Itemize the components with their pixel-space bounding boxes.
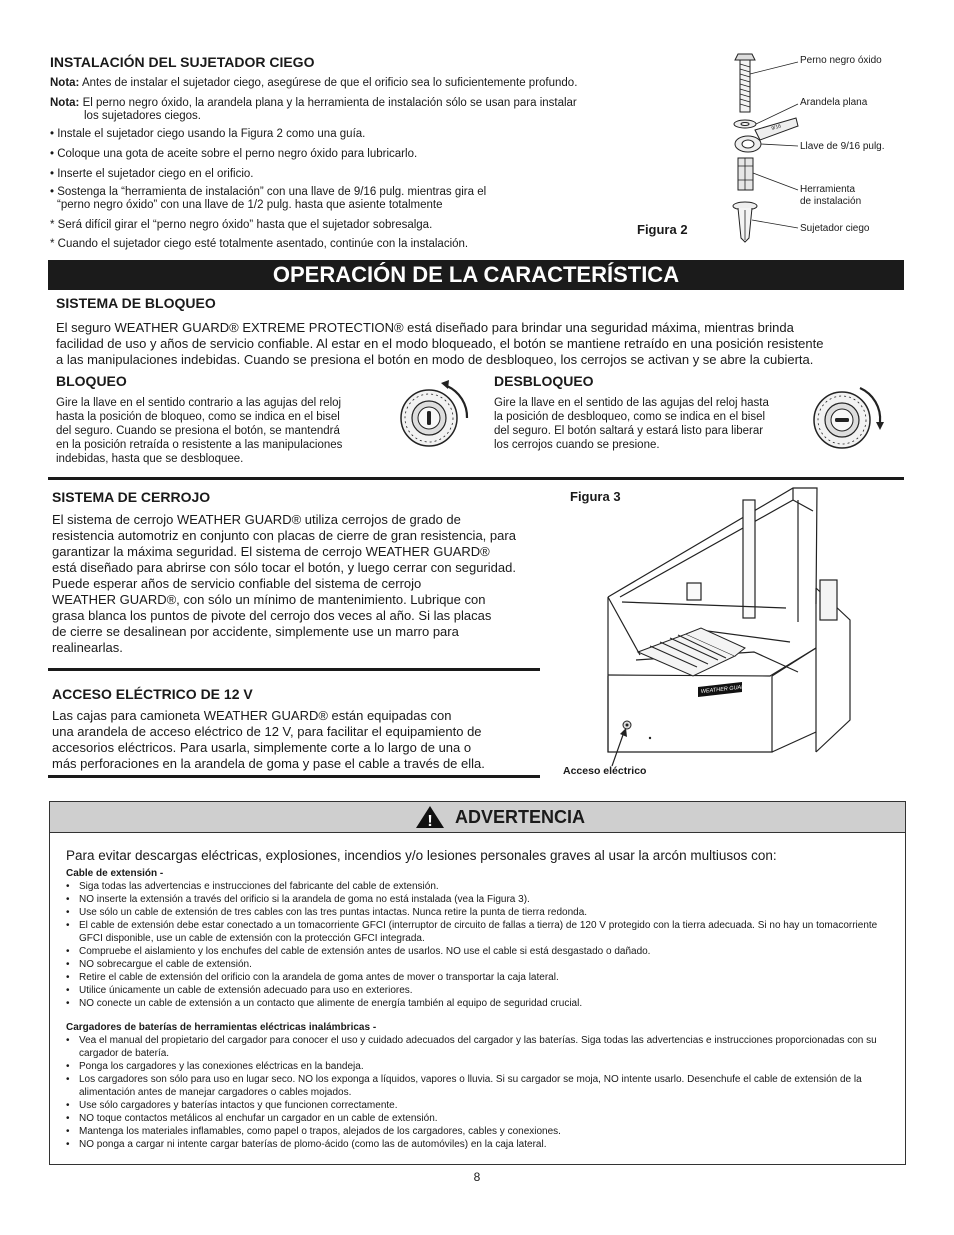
washer-icon [734, 120, 756, 128]
install-bullet: • Instale el sujetador ciego usando la Figura 2 como una guía. [50, 128, 366, 140]
unlock-text: Gire la llave en el sentido de las agujas del reloj hasta la posición de desbloqueo, como se indica en el bisel del seguro. El botón saltará y estará listo para liberar los cerrojos cuando se presione. [494, 397, 769, 451]
svg-text:WEATHER GUARD: WEATHER GUARD [700, 683, 750, 695]
bolt-icon [735, 54, 755, 112]
figure2-label: Llave de 9/16 pulg. [800, 141, 885, 152]
electric-title: ACCESO ELÉCTRICO DE 12 V [52, 686, 253, 702]
blind-fastener-icon [733, 202, 757, 242]
install-star-note: * Cuando el sujetador ciego esté totalmente asentado, continúe con la instalación. [50, 238, 469, 250]
lock-system-title: SISTEMA DE BLOQUEO [56, 295, 216, 311]
install-star-note: * Será difícil girar el “perno negro óxido” hasta que el sujetador sobresalga. [50, 219, 433, 231]
warning-list-item: • El cable de extensión debe estar conectado a un tomacorriente GFCI (interruptor de circuito de fallas a tierra) de 120 V protegido con la tierra adecuada. Si no hay un tomacorriente GFCI disponible, use un cable de extensión con la protección GFCI integrada. [66, 919, 896, 945]
figure2-label: Arandela plana [800, 97, 868, 108]
figure3-caption: Figura 3 [570, 489, 621, 504]
electric-grommet-icon [623, 721, 651, 739]
install-bullet: • Sostenga la “herramienta de instalación” con una llave de 9/16 pulg. mientras gira el [50, 186, 487, 198]
install-bullet: • Inserte el sujetador ciego en el orificio. [50, 168, 254, 180]
note-label: Nota: [50, 97, 80, 109]
warning-list-item: • Vea el manual del propietario del cargador para conocer el uso y cuidado adecuados del cargador y las baterías. Siga todas las advertencias e instrucciones proporcionadas con su cargador de batería. [66, 1034, 896, 1060]
figure2-label: Perno negro óxido [800, 55, 882, 66]
warning-list-item: • Compruebe el aislamiento y los enchufes del cable de extensión antes de usarlos. NO use el cable si está desgastado o dañado. [66, 945, 896, 958]
warning-title: ADVERTENCIA [455, 807, 586, 827]
warning-list-item: • NO toque contactos metálicos al enchufar un cargador en un cable de extensión. [66, 1112, 896, 1125]
electric-text: Las cajas para camioneta WEATHER GUARD® están equipadas con una arandela de acceso eléctrico de 12 V, para facilitar el equipamiento de accesorios eléctricos. Para usarla, simplemente corte a lo largo de una o más perforaciones en la arandela de goma y pase el cable a través de ella. [52, 708, 485, 771]
install-title: INSTALACIÓN DEL SUJETADOR CIEGO [50, 54, 315, 70]
cable-list [66, 880, 896, 1010]
toolbox-illustration [560, 480, 904, 780]
tray-icon [638, 628, 745, 676]
warning-triangle-icon [415, 805, 445, 829]
page-number: 8 [473, 1170, 481, 1184]
install-note-2-cont: los sujetadores ciegos. [84, 110, 201, 122]
charger-title: Cargadores de baterías de herramientas eléctricas inalámbricas - [66, 1022, 377, 1033]
svg-text:!: ! [427, 813, 433, 830]
figure2-label: Sujetador ciego [800, 223, 870, 234]
warning-list-item: • Siga todas las advertencias e instrucciones del fabricante del cable de extensión. [66, 880, 896, 893]
warning-list-item: • Retire el cable de extensión del orificio con la arandela de goma antes de mover o transportar la caja lateral. [66, 971, 896, 984]
charger-list [66, 1034, 896, 1151]
install-note-2: Nota: El perno negro óxido, la arandela plana y la herramienta de instalación sólo se usan para instalar [50, 97, 577, 109]
latch-title: SISTEMA DE CERROJO [52, 489, 211, 505]
warning-list-item: • NO inserte la extensión a través del orificio si la arandela de goma no está instalada (vea la Figura 3). [66, 893, 896, 906]
warning-list-item: • Use sólo cargadores y baterías intactos y que funcionen correctamente. [66, 1099, 896, 1112]
figure2-label: de instalación [800, 196, 862, 207]
warning-list-item: • Ponga los cargadores y las conexiones eléctricas en la bandeja. [66, 1060, 896, 1073]
lock-dial-icon [395, 378, 475, 456]
warning-list-item: • Utilice únicamente un cable de extensión adecuado para uso en exteriores. [66, 984, 896, 997]
section-banner: OPERACIÓN DE LA CARACTERÍSTICA [48, 260, 904, 290]
warning-list-item: • NO sobrecargue el cable de extensión. [66, 958, 896, 971]
figure2-caption: Figura 2 [637, 222, 688, 237]
lock-system-text: El seguro WEATHER GUARD® EXTREME PROTECTION® está diseñado para brindar una seguridad máxima, mientras brinda facilidad de uso y años de servicio confiable. Al estar en el modo bloqueado, el botón se mantiene retraído en una posición resistente a las manipulaciones indebidas. Cuando se presiona el botón en modo de desbloqueo, los cerrojos se activan y se abre la cubierta. [56, 320, 824, 367]
warning-list-item: • Mantenga los materiales inflamables, como papel o trapos, alejados de los cargadores, cables y conexiones. [66, 1125, 896, 1138]
install-tool-icon [738, 158, 753, 190]
warning-list-item: • Use sólo un cable de extensión de tres cables con las tres puntas intactas. Nunca retire la punta de tierra redonda. [66, 906, 896, 919]
install-bullet-cont: “perno negro óxido” con una llave de 1/2 pulg. hasta que asiente totalmente [57, 199, 443, 211]
warning-header [50, 802, 905, 833]
svg-text:9/16: 9/16 [770, 123, 782, 132]
callout-arrow [612, 732, 624, 766]
figure3-callout: Acceso eléctrico [563, 765, 647, 777]
section-divider [48, 775, 540, 778]
cable-section [66, 867, 896, 1151]
warning-list-item: • Los cargadores son sólo para uso en lugar seco. NO los exponga a líquidos, vapores o lluvia. Si su cargador se moja, NO intente usarlo. Desenchufe el cable de extensión de la alimentación antes de manejar cargadores o cables mojados. [66, 1073, 896, 1099]
warning-list-item: • NO conecte un cable de extensión a un contacto que alimente de energía también al equipo de seguridad crucial. [66, 997, 896, 1010]
warning-intro: Para evitar descargas eléctricas, explosiones, incendios y/o lesiones personales graves al usar la arcón multiusos con: [66, 848, 777, 863]
figure2-label: Herramienta [800, 184, 856, 195]
lock-text: Gire la llave en el sentido contrario a las agujas del reloj hasta la posición de bloqueo, como se indica en el bisel del seguro. Cuando se presiona el botón, se mantendrá en la posición retraída o resistente a las manipulaciones indebidas, hasta que se desbloquee. [56, 397, 343, 465]
warning-list-item: • NO ponga a cargar ni intente cargar baterías de plomo-ácido (como las de automóviles) en la caja lateral. [66, 1138, 896, 1151]
install-bullet: • Coloque una gota de aceite sobre el perno negro óxido para lubricarlo. [50, 148, 418, 160]
unlock-dial-icon [810, 378, 890, 456]
lock-title: BLOQUEO [56, 373, 127, 389]
section-divider [48, 668, 540, 671]
unlock-title: DESBLOQUEO [494, 373, 594, 389]
note-label: Nota: [50, 77, 80, 89]
cable-title: Cable de extensión - [66, 868, 164, 879]
install-note-1: Nota: Antes de instalar el sujetador ciego, asegúrese de que el orificio sea lo suficientemente profundo. [50, 77, 578, 89]
warning-box [49, 801, 906, 1165]
latch-text: El sistema de cerrojo WEATHER GUARD® utiliza cerrojos de grado de resistencia automotriz en conjunto con placas de cierre de gran resistencia, para garantizar la máxima seguridad. El sistema de cerrojo WEATHER GUARD® está diseñado para abrirse con sólo tocar el botón, y luego cerrar con seguridad. Puede esperar años de servicio confiable del sistema de cerrojo WEATHER GUARD®, con sólo un mínimo de mantenimiento. Lubrique con grasa blanca los puntos de pivote del cerrojo dos veces al año. Si las placas de cierre se desalinean por accidente, simplemente use un marro para realinearlas. [52, 512, 516, 655]
brand-plate [698, 682, 749, 697]
